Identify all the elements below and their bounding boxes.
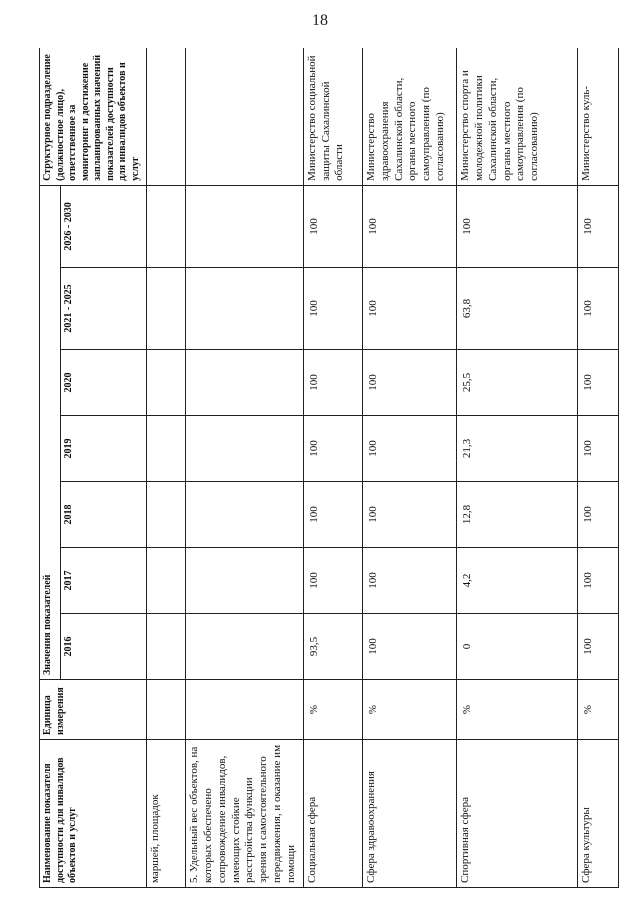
header-indicator-name: Наименование показателя доступности для инвалидов объектов и услуг [40,740,147,888]
row-value: 100 [363,614,457,680]
row-value [186,185,304,267]
row-value [147,614,186,680]
row-indicator-name: Социальная сфера [303,740,362,888]
row-value [147,268,186,350]
row-value: 0 [457,614,578,680]
row-value [186,416,304,482]
row-indicator-name: Сфера культуры [578,740,619,888]
row-unit [147,680,186,740]
rotated-page-area [39,48,619,888]
row-unit: % [363,680,457,740]
row-value [186,350,304,416]
header-year: 2018 [60,482,146,548]
row-value [147,185,186,267]
row-value: 100 [363,416,457,482]
row-value: 100 [578,350,619,416]
row-value [186,482,304,548]
header-year: 2017 [60,548,146,614]
row-value: 100 [578,482,619,548]
header-year: 2016 [60,614,146,680]
row-value [186,548,304,614]
row-responsible [186,48,304,185]
header-unit: Единица измерения [40,680,147,740]
row-unit [186,680,304,740]
row-value: 100 [578,185,619,267]
row-value: 100 [578,416,619,482]
row-value [147,482,186,548]
table-row [303,48,362,888]
header-values: Значения показателей [40,185,61,679]
row-value: 100 [363,268,457,350]
row-indicator-name: Спортивная сфера [457,740,578,888]
row-value [186,614,304,680]
row-indicator-name: маршей, площадок [147,740,186,888]
row-value: 25,5 [457,350,578,416]
row-value: 100 [303,350,362,416]
row-indicator-name: Сфера здравоохранения [363,740,457,888]
row-responsible: Министерство куль- [578,48,619,185]
row-unit: % [578,680,619,740]
table-row [457,48,578,888]
header-year: 2026 - 2030 [60,185,146,267]
row-responsible: Министерство спорта и молодежной политики Сахалинской области, органы местного самоуправления (по согласованию) [457,48,578,185]
header-year: 2020 [60,350,146,416]
header-responsible: Структурное подразделение (должностное лицо), ответственное за мониторинг и достижение запланированных значений показателей доступности для инвалидов объектов и услуг [40,48,147,185]
row-value: 100 [363,185,457,267]
row-value: 100 [363,548,457,614]
row-value: 100 [303,268,362,350]
table-row [147,48,186,888]
row-value: 4,2 [457,548,578,614]
row-value: 100 [578,614,619,680]
row-value [147,350,186,416]
row-responsible: Министерство здравоохранения Сахалинской области, органы местного самоуправления (по согласованию) [363,48,457,185]
row-value: 93,5 [303,614,362,680]
row-value: 100 [303,482,362,548]
row-value: 100 [363,350,457,416]
row-responsible [147,48,186,185]
indicator-table-container [39,48,619,888]
header-year: 2019 [60,416,146,482]
row-unit: % [303,680,362,740]
table-row [578,48,619,888]
row-value: 12,8 [457,482,578,548]
table-row [186,48,304,888]
row-value: 100 [457,185,578,267]
row-unit: % [457,680,578,740]
row-value: 100 [303,185,362,267]
row-value [186,268,304,350]
indicator-table [39,48,619,888]
page-number: 18 [312,12,328,29]
row-value: 100 [363,482,457,548]
row-value: 100 [578,268,619,350]
row-value: 100 [303,548,362,614]
row-responsible: Министерство социальной защиты Сахалинской области [303,48,362,185]
row-indicator-name: 5. Удельный вес объектов, на которых обеспечено сопровождение инвалидов, имеющих стойкие расстройства функции зрения и самостоятельного передвижения, и оказание им помощи [186,740,304,888]
header-row-top [40,48,61,888]
table-row [363,48,457,888]
row-value: 63,8 [457,268,578,350]
row-value: 100 [578,548,619,614]
row-value: 21,3 [457,416,578,482]
row-value: 100 [303,416,362,482]
row-value [147,548,186,614]
row-value [147,416,186,482]
header-year: 2021 - 2025 [60,268,146,350]
